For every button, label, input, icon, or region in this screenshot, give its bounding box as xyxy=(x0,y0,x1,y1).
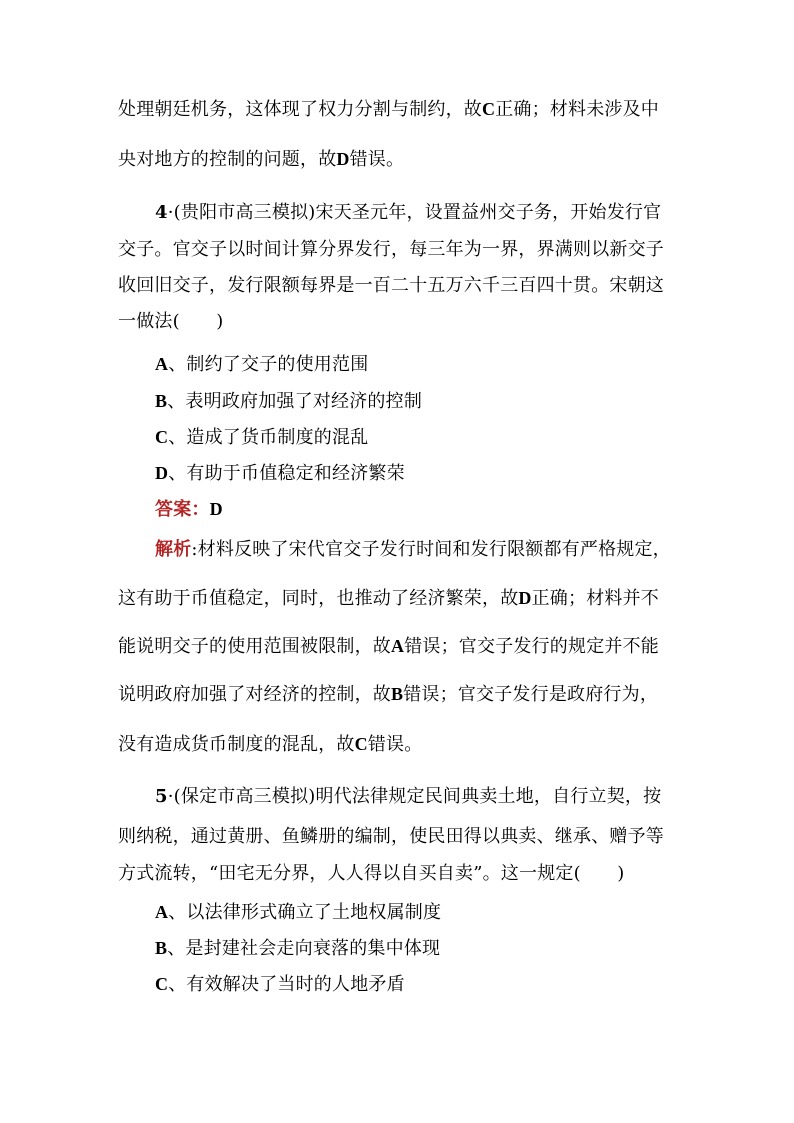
question-text: 明代法律规定民间典卖土地，自行立契，按 xyxy=(315,786,662,807)
option-letter: B xyxy=(155,938,168,958)
question-5-option-a xyxy=(155,900,684,925)
question-4-analysis-line-1: 解析:材料反映了宋代官交子发行时间和发行限额都有严格规定， xyxy=(155,539,671,560)
analysis-prev-line-1 xyxy=(118,97,684,122)
text-segment: 错误；官交子发行是政府行为， xyxy=(403,684,659,705)
option-letter: D xyxy=(155,463,169,483)
question-source: (贵阳市高三模拟) xyxy=(173,202,316,223)
option-letter: A xyxy=(391,636,405,656)
option-letter: D xyxy=(336,149,350,169)
option-text: 、以法律形式确立了土地权属制度 xyxy=(168,902,442,923)
question-4-analysis-line-2 xyxy=(118,586,684,611)
question-4-line-2: 交子。官交子以时间计算分界发行，每三年为一界，界满则以新交子 xyxy=(118,239,664,260)
separator: · xyxy=(167,786,174,807)
question-4-line-4: 一做法( ) xyxy=(118,311,224,332)
option-text: 、有助于币值稳定和经济繁荣 xyxy=(168,463,405,484)
option-letter: A xyxy=(155,902,169,922)
text-segment: 错误。 xyxy=(349,149,405,170)
answer-label: 答案： xyxy=(155,499,210,520)
option-letter: C xyxy=(354,734,368,754)
text-segment: 处理朝廷机务，这体现了权力分割与制约，故 xyxy=(118,99,482,120)
question-4-line-3: 收回旧交子，发行限额每界是一百二十五万六千三百四十贯。宋朝这 xyxy=(118,275,664,296)
option-text: 、制约了交子的使用范围 xyxy=(168,354,369,375)
question-5-option-c xyxy=(155,972,684,997)
question-number: 5 xyxy=(155,786,168,807)
option-letter: B xyxy=(155,391,168,411)
question-5-line-3: 方式流转，“田宅无分界，人人得以自买自卖”。这一规定( ) xyxy=(118,863,625,884)
text-segment: 这有助于币值稳定，同时，也推动了经济繁荣，故 xyxy=(118,588,519,609)
question-text: 宋天圣元年，设置益州交子务，开始发行官 xyxy=(315,202,662,223)
question-4-option-d xyxy=(155,461,684,486)
analysis-text: 材料反映了宋代官交子发行时间和发行限额都有严格规定， xyxy=(197,539,671,560)
question-5-option-b xyxy=(155,936,684,961)
text-segment: 能说明交子的使用范围被限制，故 xyxy=(118,636,391,657)
question-4-analysis-line-4 xyxy=(118,682,684,707)
question-source: (保定市高三模拟) xyxy=(173,786,316,807)
option-letter: C xyxy=(155,974,169,994)
question-4-analysis-line-5 xyxy=(118,732,684,757)
text-segment: 错误。 xyxy=(367,734,423,755)
question-4-line-1 xyxy=(155,201,684,225)
text-segment: 正确；材料未涉及中 xyxy=(495,99,660,120)
question-4-analysis-line-3 xyxy=(118,634,684,659)
option-letter: A xyxy=(155,354,169,374)
option-text: 、造成了货币制度的混乱 xyxy=(168,427,369,448)
question-5-line-1 xyxy=(155,785,684,809)
option-text: 、表明政府加强了对经济的控制 xyxy=(167,391,423,412)
text-segment: 错误；官交子发行的规定并不能 xyxy=(404,636,660,657)
text-segment: 央对地方的控制的问题，故 xyxy=(118,149,337,170)
question-4-option-b xyxy=(155,389,684,414)
question-4-answer xyxy=(155,497,684,522)
option-letter: D xyxy=(518,588,532,608)
option-text: 、是封建社会走向衰落的集中体现 xyxy=(167,938,441,959)
option-letter: B xyxy=(391,684,404,704)
option-text: 、有效解决了当时的人地矛盾 xyxy=(168,974,405,995)
question-4-option-c xyxy=(155,425,684,450)
separator: · xyxy=(167,202,174,223)
question-number: 4 xyxy=(155,202,168,223)
question-4-option-a xyxy=(155,352,684,377)
text-segment: 说明政府加强了对经济的控制，故 xyxy=(118,684,391,705)
analysis-label: 解析 xyxy=(155,539,192,560)
text-segment: 正确；材料并不 xyxy=(531,588,660,609)
question-5-line-2: 则纳税，通过黄册、鱼鳞册的编制，使民田得以典卖、继承、赠予等 xyxy=(118,826,664,847)
option-letter: C xyxy=(155,427,169,447)
option-letter: C xyxy=(482,99,496,119)
answer-value: D xyxy=(209,499,223,519)
analysis-prev-line-2 xyxy=(118,147,684,172)
text-segment: 没有造成货币制度的混乱，故 xyxy=(118,734,355,755)
